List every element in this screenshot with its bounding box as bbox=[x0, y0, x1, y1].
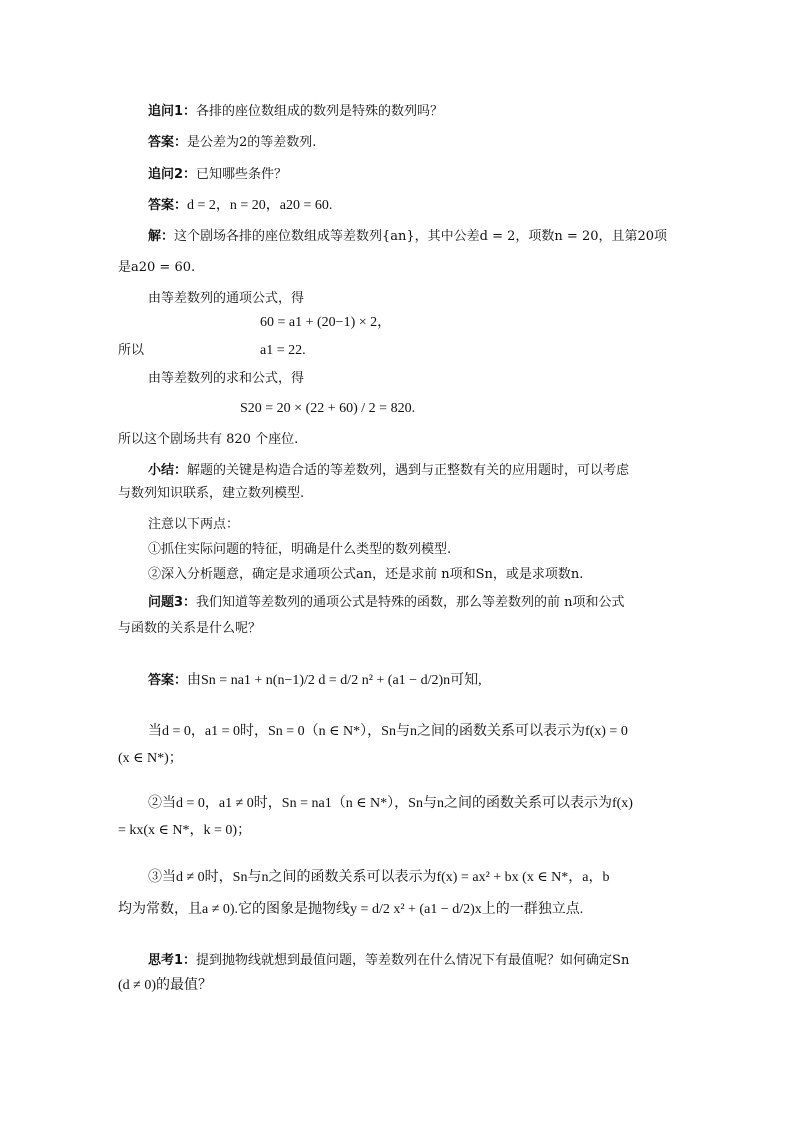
case-2-line-1: ②当d = 0，a1 ≠ 0时，Sn = na1（n ∈ N*），Sn与n之间的函数关系可以表示为f(x) bbox=[148, 796, 633, 811]
case-3-line-1: ③当d ≠ 0时，Sn与n之间的函数关系可以表示为f(x) = ax² + bx (x ∈ N*，a，b bbox=[148, 870, 610, 885]
point-1: ①抓住实际问题的特征，明确是什么类型的数列模型. bbox=[148, 542, 452, 557]
conclusion: 所以这个剧场共有 820 个座位. bbox=[118, 432, 299, 447]
question-2 bbox=[148, 166, 287, 184]
solution-text-1: 这个剧场各排的座位数组成等差数列{an}，其中公差d = 2，项数n = 20，且第20项 bbox=[174, 229, 668, 244]
think-1-line-2: (d ≠ 0)的最值？ bbox=[118, 978, 213, 993]
summary-line-1 bbox=[148, 462, 629, 480]
question-1-text: 各排的座位数组成的数列是特殊的数列吗？ bbox=[196, 104, 444, 119]
solution-label: 解： bbox=[148, 229, 175, 244]
equation-2: a1 = 22. bbox=[260, 343, 306, 358]
think-1-label: 思考1： bbox=[148, 953, 197, 968]
question-2-text: 已知哪些条件？ bbox=[196, 167, 288, 182]
summary-text-1: 解题的关键是构造合适的等差数列，遇到与正整数有关的应用题时，可以考虑 bbox=[187, 463, 630, 478]
point-2: ②深入分析题意，确定是求通项公式an，还是求前 n项和Sn，或是求项数n. bbox=[148, 567, 584, 582]
question-1-label: 追问1： bbox=[148, 104, 197, 119]
answer-2 bbox=[148, 197, 332, 215]
answer-3 bbox=[148, 672, 482, 690]
answer-3-label: 答案： bbox=[148, 673, 188, 688]
sum-formula-intro: 由等差数列的求和公式，得 bbox=[148, 371, 305, 386]
case-1-line-1: 当d = 0，a1 = 0时，Sn = 0（n ∈ N*），Sn与n之间的函数关系可以表示为f(x) = 0 bbox=[148, 724, 628, 739]
equation-1: 60 = a1 + (20−1) × 2， bbox=[260, 315, 392, 330]
think-1-line-1 bbox=[148, 952, 629, 970]
answer-1-text: 是公差为2的等差数列. bbox=[187, 135, 317, 150]
question-3-line-2: 与函数的关系是什么呢？ bbox=[118, 621, 262, 636]
answer-1-label: 答案： bbox=[148, 135, 188, 150]
question-3-label: 问题3： bbox=[148, 595, 197, 610]
so-label: 所以 bbox=[118, 343, 145, 358]
answer-3-text: 由Sn = na1 + n(n−1)/2 d = d/2 n² + (a1 − d/2)n可知, bbox=[187, 673, 482, 688]
summary-label: 小结： bbox=[148, 463, 188, 478]
general-formula-intro: 由等差数列的通项公式，得 bbox=[148, 291, 305, 306]
think-1-text-1: 提到抛物线就想到最值问题，等差数列在什么情况下有最值呢？如何确定Sn bbox=[196, 953, 630, 968]
notice: 注意以下两点： bbox=[148, 517, 240, 532]
case-1-line-2: (x ∈ N*)； bbox=[118, 751, 183, 766]
question-3-text-1: 我们知道等差数列的通项公式是特殊的函数，那么等差数列的前 n项和公式 bbox=[196, 595, 625, 610]
answer-2-text: d = 2，n = 20，a20 = 60. bbox=[187, 198, 333, 213]
equation-3: S20 = 20 × (22 + 60) / 2 = 820. bbox=[240, 401, 416, 416]
question-2-label: 追问2： bbox=[148, 167, 197, 182]
question-1 bbox=[148, 103, 443, 121]
summary-line-2: 与数列知识联系，建立数列模型. bbox=[118, 486, 305, 501]
case-3-line-2: 均为常数，且a ≠ 0).它的图象是抛物线y = d/2 x² + (a1 − d/2)x上的一群独立点. bbox=[118, 902, 584, 917]
answer-2-label: 答案： bbox=[148, 198, 188, 213]
solution-line-1 bbox=[148, 228, 667, 246]
case-2-line-2: = kx(x ∈ N*，k = 0)； bbox=[118, 823, 252, 838]
solution-line-2: 是a20 = 60. bbox=[118, 260, 196, 275]
question-3-line-1 bbox=[148, 594, 625, 612]
answer-1 bbox=[148, 134, 316, 152]
